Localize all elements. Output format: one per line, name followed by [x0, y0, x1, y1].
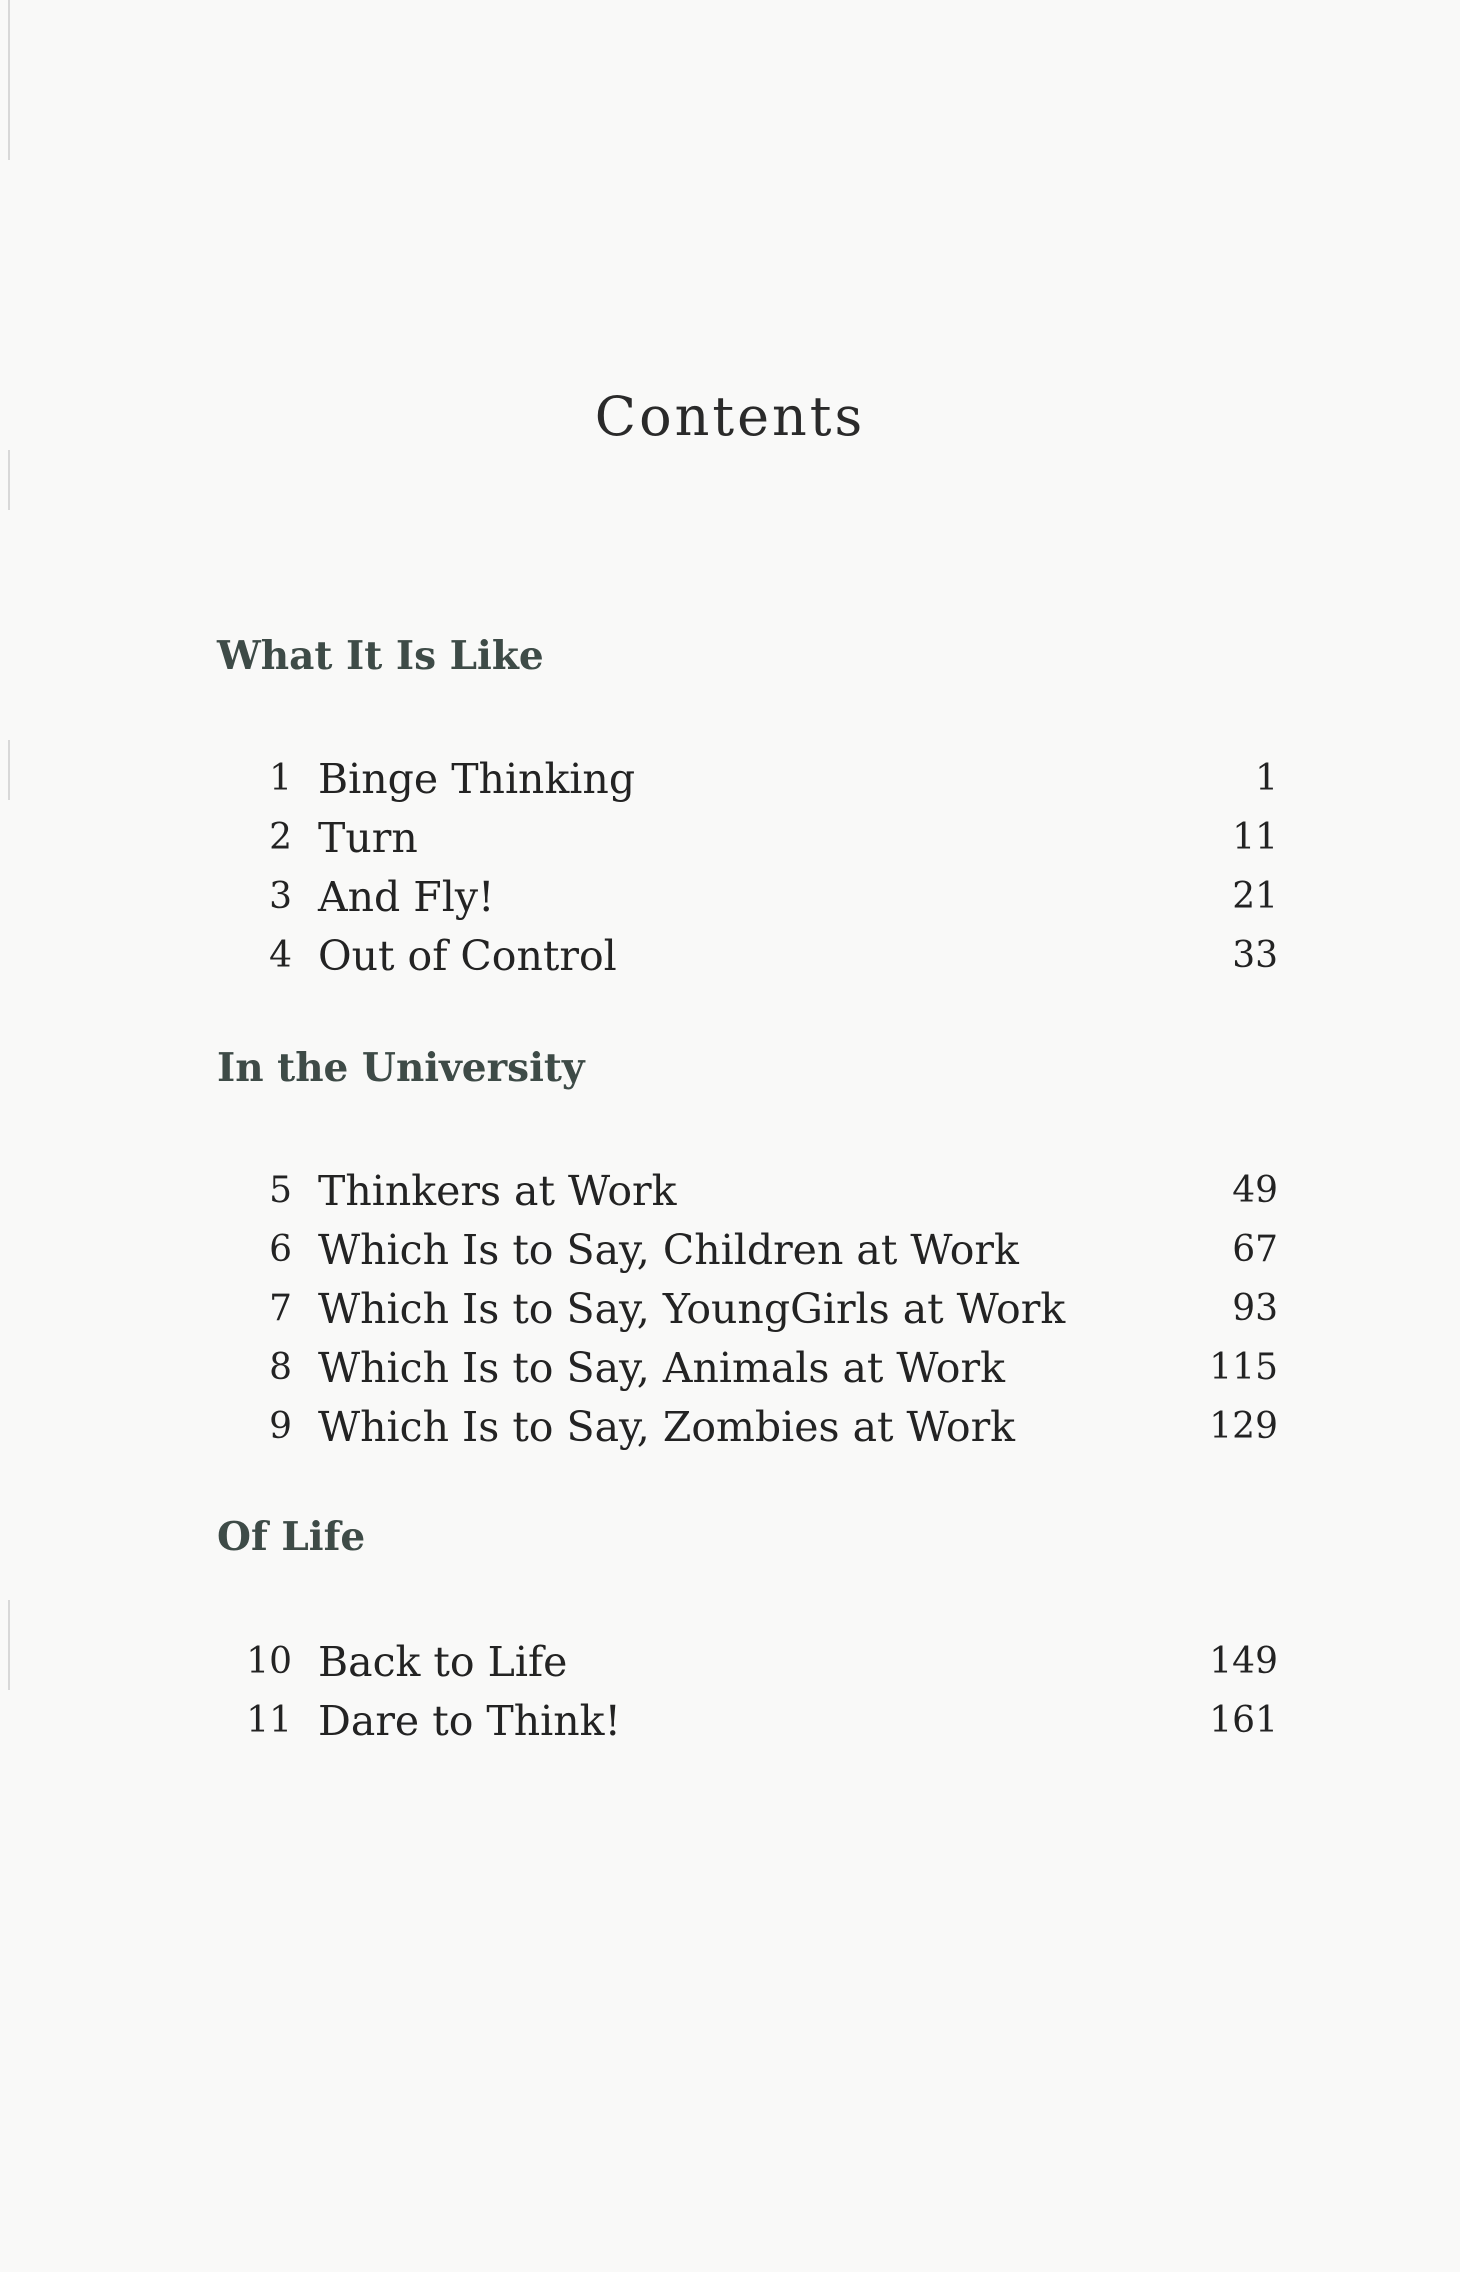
chapter-title: Which Is to Say, YoungGirls at Work — [318, 1285, 1066, 1333]
chapter-title: Which Is to Say, Zombies at Work — [318, 1403, 1016, 1451]
chapter-number: 8 — [269, 1347, 292, 1388]
toc-entry[interactable] — [0, 927, 1460, 985]
chapter-title: Turn — [318, 814, 418, 862]
chapter-number: 9 — [269, 1406, 292, 1447]
chapter-title: Binge Thinking — [318, 755, 636, 803]
section-heading-what-it-is-like: What It Is Like — [217, 633, 544, 679]
page-number: 67 — [1232, 1229, 1278, 1270]
page-number: 161 — [1209, 1700, 1278, 1741]
toc-entry[interactable] — [0, 868, 1460, 926]
toc-entry[interactable] — [0, 1339, 1460, 1397]
page-number: 21 — [1232, 876, 1278, 917]
chapter-number: 2 — [269, 817, 292, 858]
page-number: 33 — [1232, 935, 1278, 976]
chapter-title: Thinkers at Work — [318, 1167, 677, 1215]
page-number: 93 — [1232, 1288, 1278, 1329]
toc-entry[interactable] — [0, 1692, 1460, 1750]
page-title: Contents — [594, 385, 866, 448]
chapter-number: 1 — [269, 758, 292, 799]
chapter-title: Which Is to Say, Animals at Work — [318, 1344, 1005, 1392]
page-number: 11 — [1232, 817, 1278, 858]
page-number: 115 — [1209, 1347, 1278, 1388]
chapter-title: And Fly! — [318, 873, 495, 921]
toc-entry[interactable] — [0, 1398, 1460, 1456]
chapter-number: 4 — [269, 935, 292, 976]
scan-edge-mark — [8, 0, 10, 160]
chapter-title: Back to Life — [318, 1638, 568, 1686]
section-heading-of-life: Of Life — [217, 1514, 366, 1560]
chapter-number: 10 — [246, 1641, 292, 1682]
chapter-number: 6 — [269, 1229, 292, 1270]
chapter-number: 7 — [269, 1288, 292, 1329]
toc-entry[interactable] — [0, 809, 1460, 867]
page-number: 1 — [1255, 758, 1278, 799]
chapter-title: Out of Control — [318, 932, 617, 980]
scan-edge-mark — [8, 450, 10, 510]
toc-entry[interactable] — [0, 1221, 1460, 1279]
section-heading-in-the-university: In the University — [217, 1045, 585, 1091]
toc-entry[interactable] — [0, 1280, 1460, 1338]
toc-entry[interactable] — [0, 750, 1460, 808]
page-number: 129 — [1209, 1406, 1278, 1447]
chapter-number: 11 — [246, 1700, 292, 1741]
chapter-title: Which Is to Say, Children at Work — [318, 1226, 1019, 1274]
page-number: 149 — [1209, 1641, 1278, 1682]
chapter-number: 5 — [269, 1170, 292, 1211]
toc-entry[interactable] — [0, 1633, 1460, 1691]
chapter-number: 3 — [269, 876, 292, 917]
toc-entry[interactable] — [0, 1162, 1460, 1220]
chapter-title: Dare to Think! — [318, 1697, 621, 1745]
page-number: 49 — [1232, 1170, 1278, 1211]
